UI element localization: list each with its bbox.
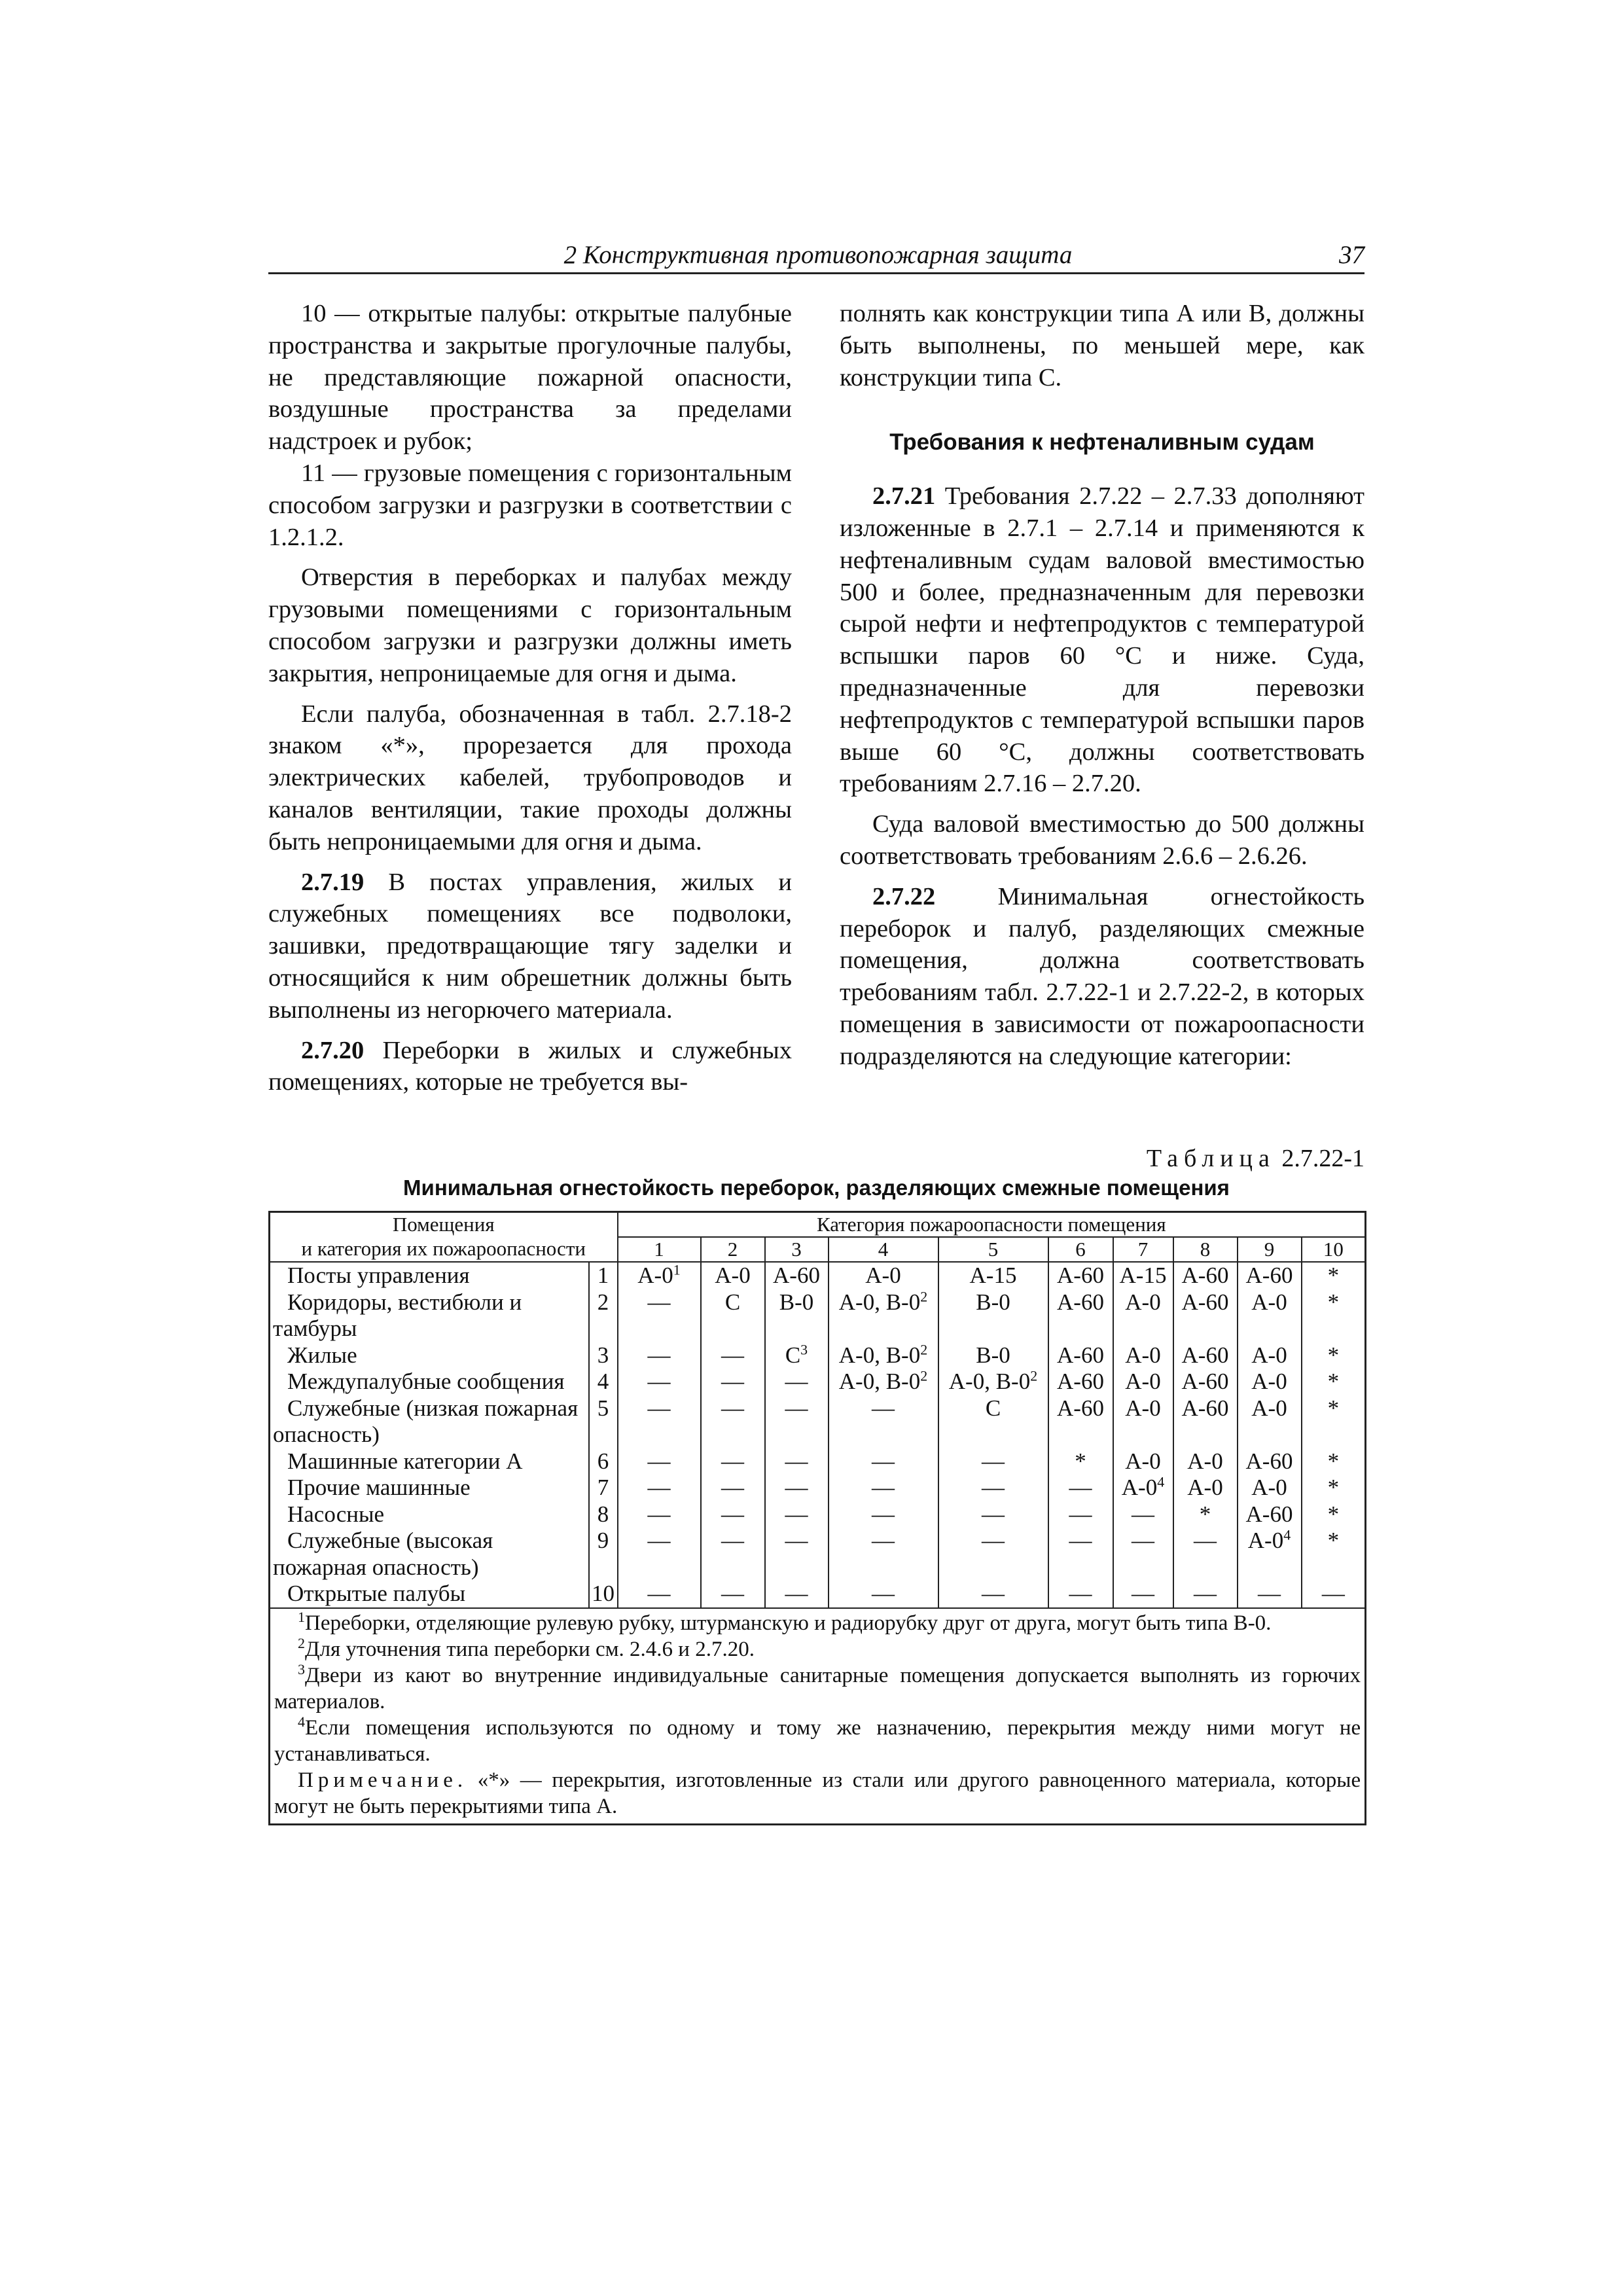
fire-rating-value: —	[1069, 1581, 1092, 1606]
footnote	[274, 1636, 1361, 1662]
fire-rating-value: А-0	[1251, 1289, 1287, 1315]
fire-rating-cell	[1302, 1395, 1366, 1448]
table-row	[270, 1369, 1366, 1395]
fire-rating-cell	[701, 1501, 765, 1528]
fire-rating-value: —	[647, 1289, 671, 1315]
fire-rating-value: —	[872, 1501, 895, 1527]
footnote-mark: 2	[920, 1342, 928, 1357]
fire-rating-cell	[701, 1369, 765, 1395]
fire-rating-value: С	[785, 1342, 801, 1368]
category-column-3: 3	[765, 1237, 829, 1262]
fire-rating-value: А-0	[1121, 1475, 1158, 1500]
fire-rating-cell	[1048, 1475, 1113, 1501]
fire-rating-value: А-0	[865, 1263, 901, 1288]
fire-rating-value: —	[1132, 1528, 1154, 1553]
room-category-number: 9	[589, 1528, 618, 1581]
fire-rating-value: *	[1327, 1263, 1340, 1288]
fire-rating-cell	[765, 1581, 829, 1608]
category-column-10: 10	[1302, 1237, 1366, 1262]
fire-rating-cell	[618, 1448, 701, 1475]
fire-rating-cell	[1113, 1262, 1173, 1289]
remark-word: Примечание.	[298, 1768, 468, 1792]
footnote	[274, 1662, 1361, 1715]
fire-rating-cell	[765, 1448, 829, 1475]
fire-rating-value: А-60	[1181, 1395, 1229, 1421]
fire-rating-value: А-0, В-0	[838, 1289, 921, 1315]
fire-rating-cell	[618, 1395, 701, 1448]
room-category-number: 5	[589, 1395, 618, 1448]
room-category-number: 4	[589, 1369, 618, 1395]
fire-rating-cell	[1173, 1289, 1238, 1342]
fire-rating-cell	[1173, 1501, 1238, 1528]
fire-rating-value: —	[721, 1395, 744, 1421]
fire-rating-cell	[1302, 1528, 1366, 1581]
fire-rating-cell	[1238, 1501, 1302, 1528]
fire-rating-value: —	[647, 1581, 671, 1606]
fire-rating-cell	[1113, 1395, 1173, 1448]
fire-rating-cell	[1113, 1289, 1173, 1342]
fire-rating-value: А-0	[1125, 1342, 1161, 1368]
fire-rating-value: —	[785, 1369, 808, 1394]
category-column-9: 9	[1238, 1237, 1302, 1262]
room-name: Служебные (высокая пожарная опасность)	[273, 1528, 493, 1580]
fire-rating-value: А-0	[1251, 1475, 1287, 1500]
fire-rating-value: А-0	[1125, 1289, 1161, 1315]
fire-rating-cell	[765, 1369, 829, 1395]
table-row	[270, 1395, 1366, 1448]
fire-rating-value: —	[647, 1342, 671, 1368]
fire-rating-cell	[1113, 1448, 1173, 1475]
fire-rating-cell	[829, 1262, 938, 1289]
fire-rating-cell	[1113, 1581, 1173, 1608]
fire-rating-value: —	[982, 1581, 1005, 1606]
room-category-number: 7	[589, 1475, 618, 1501]
room-name: Коридоры, вестибюли и тамбуры	[273, 1289, 522, 1341]
fire-rating-value: *	[1327, 1289, 1340, 1315]
footnote-mark: 4	[1283, 1528, 1291, 1543]
fire-rating-cell	[701, 1262, 765, 1289]
fire-rating-cell	[765, 1501, 829, 1528]
fire-rating-value: *	[1075, 1448, 1086, 1474]
fire-rating-cell	[701, 1395, 765, 1448]
fire-rating-cell	[1302, 1369, 1366, 1395]
fire-rating-cell	[1048, 1395, 1113, 1448]
remark	[274, 1767, 1361, 1820]
fire-rating-cell	[1048, 1581, 1113, 1608]
fire-rating-value: —	[647, 1501, 671, 1527]
fire-rating-value: В-0	[976, 1289, 1010, 1315]
fire-rating-cell	[701, 1581, 765, 1608]
fire-rating-value: —	[1194, 1528, 1217, 1553]
fire-rating-value: А-60	[1057, 1395, 1104, 1421]
fire-rating-value: А-0	[637, 1263, 673, 1288]
fire-rating-value: А-0	[1251, 1342, 1287, 1368]
fire-rating-cell	[1173, 1369, 1238, 1395]
footnote	[274, 1715, 1361, 1767]
fire-rating-cell	[938, 1262, 1048, 1289]
fire-rating-cell	[829, 1581, 938, 1608]
footnote-mark: 1	[673, 1262, 681, 1278]
fire-rating-cell	[1173, 1395, 1238, 1448]
fire-rating-value: —	[785, 1448, 808, 1474]
fire-rating-cell	[938, 1528, 1048, 1581]
fire-rating-value: —	[721, 1581, 744, 1606]
fire-rating-value: А-0	[1251, 1369, 1287, 1394]
fire-rating-cell	[1113, 1528, 1173, 1581]
header-rooms-category: и категория их пожароопасности	[270, 1237, 618, 1262]
fire-rating-value: —	[1069, 1501, 1092, 1527]
fire-rating-cell	[1238, 1262, 1302, 1289]
table-row	[270, 1475, 1366, 1501]
footnote-mark: 3	[298, 1660, 305, 1677]
table-row	[270, 1289, 1366, 1342]
fire-rating-value: —	[872, 1475, 895, 1500]
fire-rating-cell	[765, 1475, 829, 1501]
section-heading: Требования к нефтеналивным судам	[889, 429, 1315, 456]
right-column	[840, 298, 1364, 1073]
fire-rating-value: А-60	[1181, 1342, 1229, 1368]
fire-rating-cell	[829, 1448, 938, 1475]
fire-rating-cell	[1113, 1369, 1173, 1395]
fire-rating-value: А-60	[1057, 1289, 1104, 1315]
fire-rating-cell	[1048, 1369, 1113, 1395]
fire-rating-cell	[1302, 1289, 1366, 1342]
fire-rating-cell	[829, 1528, 938, 1581]
fire-rating-cell	[1238, 1475, 1302, 1501]
fire-rating-value: А-60	[1181, 1289, 1229, 1315]
footnote-text: Двери из кают во внутренние индивидуальные санитарные помещения допускается выполнять из горючих материалов.	[274, 1663, 1361, 1713]
category-column-8: 8	[1173, 1237, 1238, 1262]
fire-rating-cell	[618, 1475, 701, 1501]
fire-rating-cell	[1048, 1262, 1113, 1289]
page-number: 37	[1339, 241, 1364, 269]
table-row	[270, 1581, 1366, 1608]
fire-rating-cell	[1302, 1581, 1366, 1608]
fire-rating-cell	[1238, 1528, 1302, 1581]
fire-rating-cell	[618, 1289, 701, 1342]
footnote-mark: 2	[298, 1634, 305, 1651]
fire-rating-cell	[1173, 1448, 1238, 1475]
fire-rating-value: А-0	[1187, 1475, 1223, 1500]
room-category-number: 1	[589, 1262, 618, 1289]
fire-rating-value: А-0	[1251, 1395, 1287, 1421]
fire-rating-cell	[1113, 1342, 1173, 1369]
fire-rating-cell	[701, 1448, 765, 1475]
fire-rating-cell	[618, 1528, 701, 1581]
fire-rating-value: —	[1069, 1475, 1092, 1500]
room-name: Открытые палубы	[287, 1581, 466, 1606]
footnote-text: Если помещения используются по одному и тому же назначению, перекрытия между ними могут не устанавливаться.	[274, 1715, 1361, 1766]
category-column-4: 4	[829, 1237, 938, 1262]
fire-rating-value: —	[647, 1528, 671, 1553]
table-title: Минимальная огнестойкость переборок, разделяющих смежные помещения	[403, 1175, 1230, 1200]
fire-rating-cell	[1048, 1448, 1113, 1475]
room-category-number: 3	[589, 1342, 618, 1369]
fire-rating-value: А-60	[1057, 1342, 1104, 1368]
footnote-text: Для уточнения типа переборки см. 2.4.6 и 2.7.20.	[305, 1637, 755, 1661]
running-title: 2 Конструктивная противопожарная защита	[563, 241, 1073, 269]
fire-rating-value: *	[1199, 1501, 1211, 1527]
fire-rating-cell	[1113, 1501, 1173, 1528]
fire-rating-value: В-0	[976, 1342, 1010, 1368]
fire-rating-value: А-60	[1181, 1369, 1229, 1394]
fire-rating-value: А-15	[1119, 1263, 1167, 1288]
fire-rating-value: —	[721, 1342, 744, 1368]
fire-rating-value: —	[872, 1448, 895, 1474]
fire-rating-cell	[1173, 1475, 1238, 1501]
fire-rating-cell	[938, 1448, 1048, 1475]
fire-rating-value: *	[1327, 1369, 1340, 1394]
fire-rating-value: —	[872, 1395, 895, 1421]
fire-rating-cell	[1302, 1501, 1366, 1528]
room-category-number: 6	[589, 1448, 618, 1475]
fire-rating-value: *	[1327, 1475, 1340, 1500]
fire-rating-value: *	[1327, 1528, 1340, 1553]
fire-rating-value: А-60	[1057, 1369, 1104, 1394]
fire-rating-value: *	[1327, 1342, 1340, 1368]
fire-rating-value: А-60	[1245, 1501, 1293, 1527]
fire-rating-value: *	[1327, 1395, 1340, 1421]
clause-number: 2.7.22	[872, 882, 936, 910]
fire-rating-cell	[1173, 1262, 1238, 1289]
paragraph: 10 — открытые палубы: открытые палубные пространства и закрытые прогулочные палубы, не представляющие пожарной опасности, воздушные пространства за пределами надстроек и рубок;	[268, 300, 792, 456]
clause-text: Требования 2.7.22 – 2.7.33 дополняют изложенные в 2.7.1 – 2.7.14 и применяются к нефтеналивным судам валовой вместимостью 500 и более, предназначенным для перевозки сырой нефти и нефтепродуктов с температурой вспышки паров 60 °С и ниже. Суда, предназначенные для перевозки нефтепродуктов с температурой вспышки паров выше 60 °С, должны соответствовать требованиям 2.7.16 – 2.7.20.	[840, 482, 1364, 798]
fire-rating-cell	[938, 1369, 1048, 1395]
fire-rating-cell	[829, 1342, 938, 1369]
table-row	[270, 1501, 1366, 1528]
fire-rating-cell	[765, 1289, 829, 1342]
fire-rating-cell	[618, 1262, 701, 1289]
fire-rating-value: —	[721, 1369, 744, 1394]
room-category-number: 10	[589, 1581, 618, 1608]
fire-rating-value: —	[1069, 1528, 1092, 1553]
fire-rating-cell	[618, 1342, 701, 1369]
table-label-word: Таблица	[1146, 1145, 1275, 1172]
fire-rating-value: —	[785, 1395, 808, 1421]
fire-rating-cell	[618, 1581, 701, 1608]
fire-rating-cell	[765, 1528, 829, 1581]
fire-rating-value: А-0, В-0	[948, 1369, 1031, 1394]
left-column	[268, 298, 792, 1098]
fire-rating-value: С	[724, 1289, 741, 1315]
fire-rating-value: —	[721, 1448, 744, 1474]
paragraph: Отверстия в переборках и палубах между грузовыми помещениями с горизонтальным способом загрузки и разгрузки должны иметь закрытия, непроницаемые для огня и дыма.	[268, 564, 792, 687]
room-name: Машинные категории А	[287, 1448, 523, 1474]
footnote-mark: 2	[1030, 1369, 1038, 1384]
fire-rating-value: А-0	[1125, 1395, 1161, 1421]
fire-rating-cell	[1048, 1289, 1113, 1342]
header-rooms: Помещения	[270, 1212, 618, 1238]
fire-rating-cell	[1238, 1369, 1302, 1395]
fire-rating-value: А-0, В-0	[838, 1342, 921, 1368]
room-name: Жилые	[287, 1342, 357, 1368]
paragraph	[840, 480, 1364, 800]
fire-rating-value: —	[721, 1475, 744, 1500]
room-category-number: 2	[589, 1289, 618, 1342]
footnote-text: Переборки, отделяющие рулевую рубку, штурманскую и радиорубку друг от друга, могут быть типа В-0.	[305, 1611, 1272, 1635]
fire-rating-cell	[829, 1289, 938, 1342]
footnote-mark: 4	[1157, 1475, 1165, 1490]
fire-rating-value: —	[785, 1501, 808, 1527]
room-category-number: 8	[589, 1501, 618, 1528]
fire-rating-cell	[701, 1528, 765, 1581]
fire-rating-cell	[701, 1475, 765, 1501]
table-label-number: 2.7.22-1	[1281, 1145, 1364, 1172]
fire-rating-cell	[1173, 1342, 1238, 1369]
fire-rating-cell	[829, 1475, 938, 1501]
fire-rating-cell	[938, 1395, 1048, 1448]
fire-rating-cell	[1238, 1342, 1302, 1369]
fire-rating-cell	[1302, 1342, 1366, 1369]
fire-rating-cell	[1238, 1581, 1302, 1608]
fire-rating-value: —	[1321, 1581, 1345, 1606]
fire-rating-value: *	[1327, 1448, 1340, 1474]
fire-rating-cell	[938, 1475, 1048, 1501]
fire-rating-value: —	[872, 1581, 895, 1606]
room-name: Прочие машинные	[287, 1475, 471, 1500]
fire-rating-cell	[938, 1342, 1048, 1369]
fire-rating-value: А-15	[969, 1263, 1017, 1288]
fire-rating-cell	[938, 1289, 1048, 1342]
fire-rating-value: —	[785, 1581, 808, 1606]
fire-rating-value: А-0	[1187, 1448, 1223, 1474]
fire-rating-value: А-0, В-0	[838, 1369, 921, 1394]
fire-rating-value: —	[785, 1475, 808, 1500]
category-column-5: 5	[938, 1237, 1048, 1262]
fire-rating-cell	[1048, 1342, 1113, 1369]
header-category: Категория пожароопасности помещения	[618, 1212, 1366, 1238]
paragraph: 11 — грузовые помещения с горизонтальным способом загрузки и разгрузки в соответствии с 1.2.1.2.	[268, 459, 792, 551]
footnote	[274, 1610, 1361, 1636]
fire-rating-cell	[1048, 1528, 1113, 1581]
fire-rating-cell	[1238, 1448, 1302, 1475]
paragraph: Суда валовой вместимостью до 500 должны соответствовать требованиям 2.6.6 – 2.6.26.	[840, 810, 1364, 870]
clause-number: 2.7.20	[301, 1036, 365, 1064]
room-name: Посты управления	[287, 1263, 470, 1288]
fire-rating-value: —	[721, 1501, 744, 1527]
fire-rating-cell	[765, 1342, 829, 1369]
fire-rating-cell	[829, 1369, 938, 1395]
fire-rating-cell	[1173, 1581, 1238, 1608]
paragraph: Если палуба, обозначенная в табл. 2.7.18-2 знаком «*», прорезается для прохода электрических кабелей, трубопроводов и каналов вентиляции, такие проходы должны быть непроницаемыми для огня и дыма.	[268, 700, 792, 855]
clause-text: Минимальная огнестойкость переборок и палуб, разделяющих смежные помещения, должна соответствовать требованиям табл. 2.7.22-1 и 2.7.22-2, в которых помещения в зависимости от пожароопасности подразделяются на следующие категории:	[840, 882, 1364, 1070]
paragraph: полнять как конструкции типа А или В, должны быть выполнены, по меньшей мере, как конструкции типа С.	[840, 300, 1364, 391]
page-header	[268, 238, 1364, 274]
fire-rating-value: —	[647, 1475, 671, 1500]
fire-rating-value: А-60	[1245, 1263, 1293, 1288]
fire-rating-value: —	[872, 1528, 895, 1553]
fire-rating-cell	[1113, 1475, 1173, 1501]
fire-rating-value: В-0	[779, 1289, 814, 1315]
fire-rating-cell	[1173, 1528, 1238, 1581]
clause-number: 2.7.21	[872, 482, 936, 511]
fire-rating-value: —	[982, 1501, 1005, 1527]
footnote-mark: 2	[920, 1289, 928, 1304]
footnote-mark: 4	[298, 1713, 305, 1730]
fire-rating-value: —	[1132, 1501, 1154, 1527]
fire-rating-cell	[618, 1369, 701, 1395]
fire-rating-value: —	[1194, 1581, 1217, 1606]
room-name: Насосные	[287, 1501, 385, 1527]
fire-rating-cell	[701, 1342, 765, 1369]
fire-rating-value: —	[982, 1475, 1005, 1500]
fire-rating-value: А-60	[1245, 1448, 1293, 1474]
fire-rating-value: А-0	[1247, 1528, 1284, 1553]
fire-rating-value: —	[647, 1395, 671, 1421]
remark-text: «*» — перекрытия, изготовленные из стали или другого равноценного материала, которые могут не быть перекрытиями типа А.	[274, 1768, 1361, 1818]
fire-rating-cell	[938, 1581, 1048, 1608]
fire-rating-value: —	[982, 1528, 1005, 1553]
paragraph	[840, 881, 1364, 1073]
clause-text: В постах управления, жилых и служебных помещениях все подволоки, зашивки, предотвращающие тягу заделки и относящийся к ним обрешетник должны быть выполнены из негорючего материала.	[268, 868, 792, 1024]
category-column-6: 6	[1048, 1237, 1113, 1262]
paragraph	[268, 867, 792, 1026]
footnote-mark: 1	[298, 1608, 305, 1625]
footnote-mark: 2	[920, 1369, 928, 1384]
fire-rating-value: —	[647, 1448, 671, 1474]
fire-rating-cell	[1302, 1262, 1366, 1289]
fire-rating-cell	[829, 1501, 938, 1528]
table-row	[270, 1342, 1366, 1369]
table-label	[1147, 1142, 1364, 1175]
fire-rating-cell	[765, 1262, 829, 1289]
table-row	[270, 1262, 1366, 1289]
fire-rating-cell	[938, 1501, 1048, 1528]
table-row	[270, 1448, 1366, 1475]
fire-rating-value: —	[785, 1528, 808, 1553]
fire-rating-cell	[1302, 1475, 1366, 1501]
clause-number: 2.7.19	[301, 868, 365, 896]
fire-rating-cell	[829, 1395, 938, 1448]
fire-rating-cell	[701, 1289, 765, 1342]
fire-rating-cell	[1238, 1395, 1302, 1448]
fire-rating-value: А-0	[1125, 1448, 1161, 1474]
fire-rating-value: А-0	[715, 1263, 751, 1288]
fire-rating-value: —	[982, 1448, 1005, 1474]
fire-rating-value: —	[721, 1528, 744, 1553]
fire-rating-cell	[1302, 1448, 1366, 1475]
footnote-mark: 3	[800, 1342, 808, 1357]
clause-text: Переборки в жилых и служебных помещениях, которые не требуется вы-	[268, 1036, 792, 1096]
category-column-7: 7	[1113, 1237, 1173, 1262]
room-name: Служебные (низкая пожарная опасность)	[273, 1395, 579, 1447]
table-notes	[270, 1608, 1366, 1825]
fire-rating-cell	[618, 1501, 701, 1528]
category-column-2: 2	[701, 1237, 765, 1262]
fire-rating-value: —	[1132, 1581, 1154, 1606]
fire-resistance-table	[268, 1211, 1366, 1825]
fire-rating-value: —	[647, 1369, 671, 1394]
fire-rating-value: А-60	[773, 1263, 820, 1288]
fire-rating-cell	[765, 1395, 829, 1448]
fire-rating-value: А-0	[1125, 1369, 1161, 1394]
fire-rating-value: —	[1258, 1581, 1281, 1606]
table-row	[270, 1528, 1366, 1581]
fire-rating-value: С	[985, 1395, 1001, 1421]
category-column-1: 1	[618, 1237, 701, 1262]
fire-rating-cell	[1238, 1289, 1302, 1342]
fire-rating-value: *	[1327, 1501, 1340, 1527]
fire-rating-value: А-60	[1181, 1263, 1229, 1288]
fire-rating-cell	[1048, 1501, 1113, 1528]
fire-rating-value: А-60	[1057, 1263, 1104, 1288]
paragraph	[268, 1035, 792, 1099]
room-name: Междупалубные сообщения	[287, 1369, 565, 1394]
